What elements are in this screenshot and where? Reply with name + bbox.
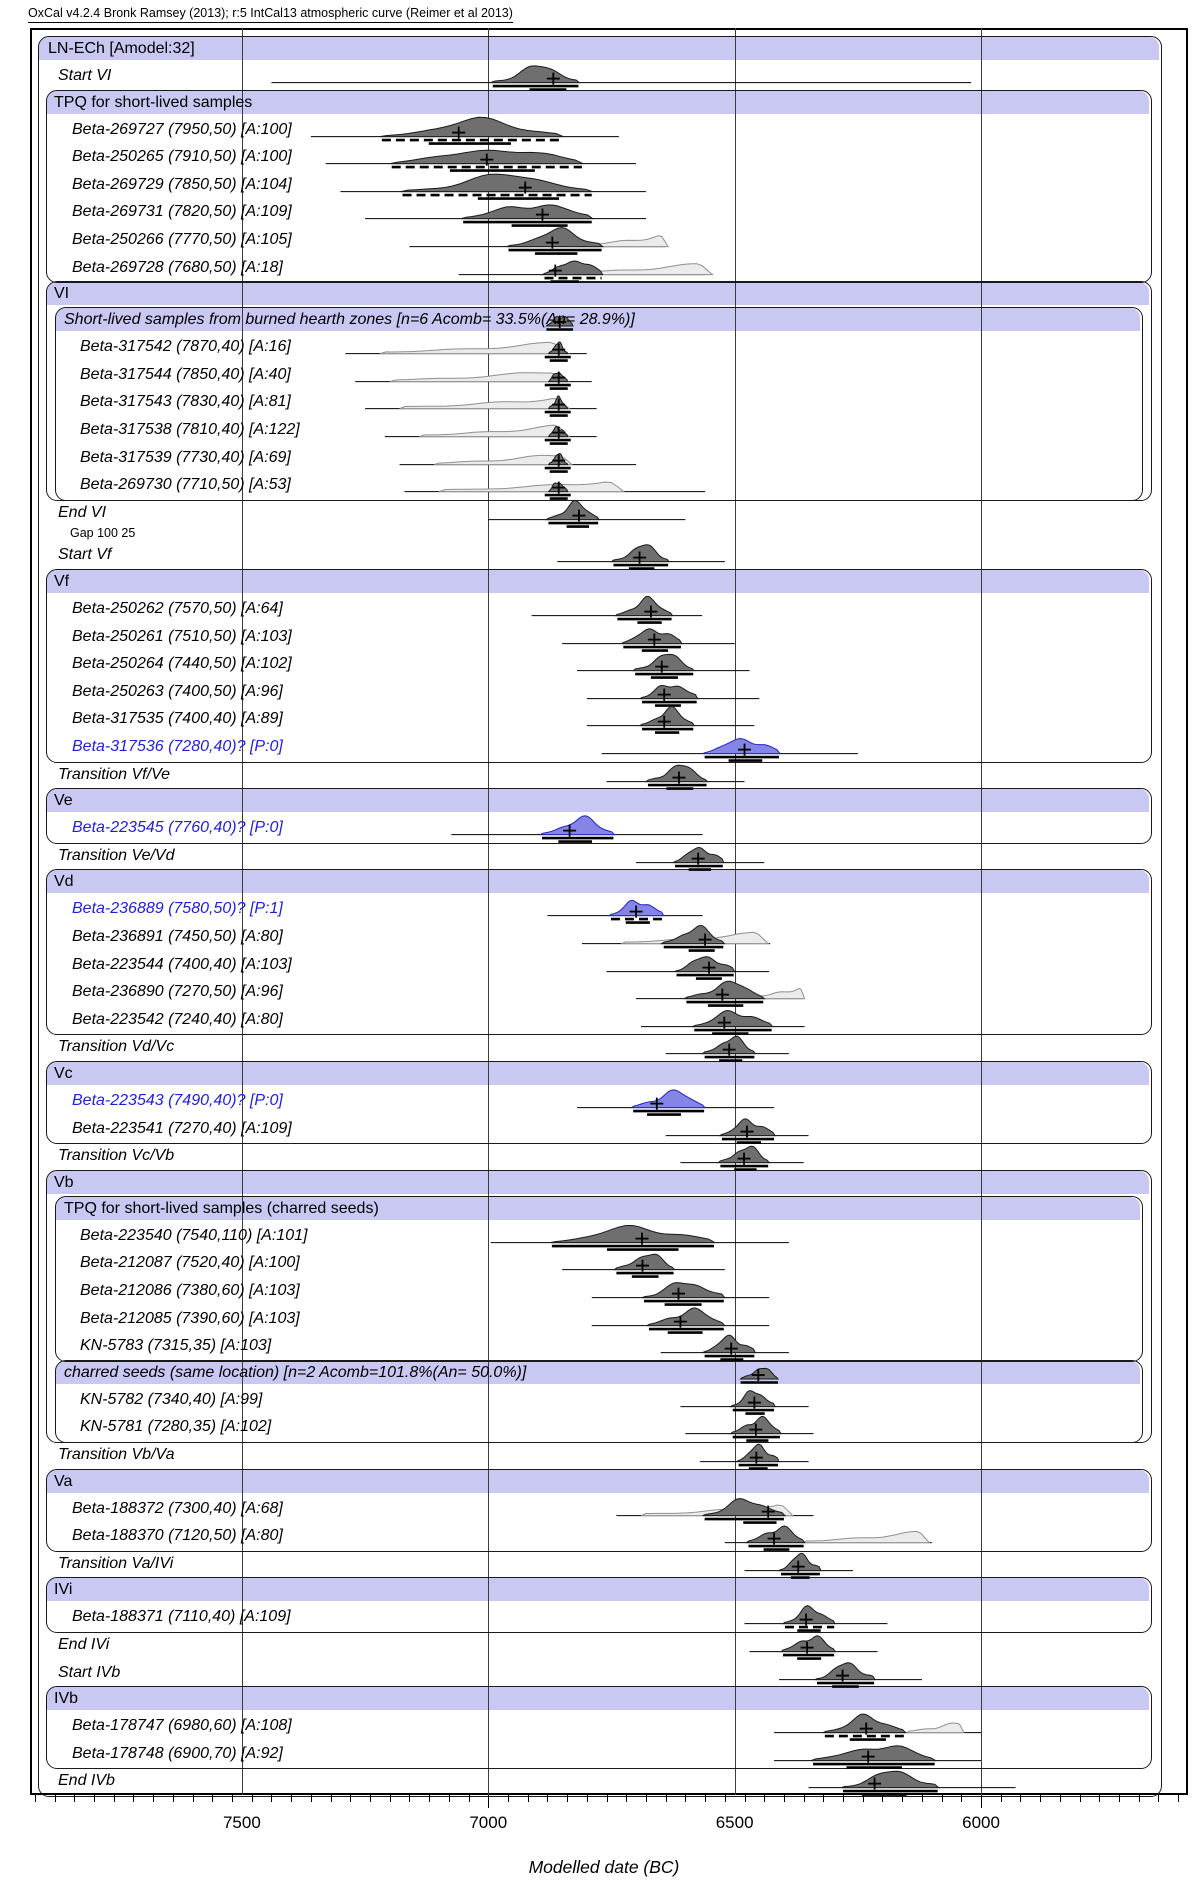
- sample-label: Beta-188370 (7120,50) [A:80]: [72, 1527, 283, 1545]
- sample-label: Beta-269729 (7850,50) [A:104]: [72, 175, 292, 193]
- sample-label: Beta-188371 (7110,40) [A:109]: [72, 1608, 291, 1626]
- section-band-label: LN-ECh [Amodel:32]: [48, 40, 195, 57]
- sample-label: Beta-317544 (7850,40) [A:40]: [80, 365, 291, 383]
- phase-boundary-label: Transition Vd/Vc: [58, 1038, 175, 1056]
- sample-label: Beta-178747 (6980,60) [A:108]: [72, 1717, 292, 1735]
- sample-label: Beta-212085 (7390,60) [A:103]: [80, 1309, 300, 1327]
- section-band-label: charred seeds (same location) [n=2 Acomb=101.8%(An= 50.0%)]: [64, 1363, 527, 1381]
- sample-label: Beta-269727 (7950,50) [A:100]: [72, 120, 292, 138]
- sample-label: Beta-212087 (7520,40) [A:100]: [80, 1254, 300, 1272]
- sample-label: Beta-223541 (7270,40) [A:109]: [72, 1119, 292, 1137]
- sample-label: Beta-317539 (7730,40) [A:69]: [80, 448, 291, 466]
- section-band-label: VI: [54, 285, 70, 303]
- section-band-label: Ve: [54, 792, 73, 810]
- phase-boundary-label: Start VI: [58, 67, 112, 84]
- sample-label: Beta-317535 (7400,40) [A:89]: [72, 710, 283, 728]
- sample-label: Beta-317538 (7810,40) [A:122]: [80, 421, 300, 438]
- sample-label: KN-5782 (7340,40) [A:99]: [80, 1390, 263, 1408]
- sample-label: Beta-269728 (7680,50) [A:18]: [72, 258, 283, 276]
- sample-label: Beta-250261 (7510,50) [A:103]: [72, 627, 292, 645]
- distribution-dark: [30, 842, 1188, 882]
- section-band-label: IVi: [54, 1581, 73, 1599]
- section-band-label: IVb: [54, 1690, 79, 1708]
- phase-boundary-label: End IVi: [58, 1636, 110, 1653]
- sample-label: Beta-317542 (7870,40) [A:16]: [80, 338, 291, 356]
- sample-label: Beta-250263 (7400,50) [A:96]: [72, 682, 283, 700]
- axis-tick-label: 7500: [222, 1813, 261, 1832]
- section-band-label: Vc: [54, 1065, 73, 1082]
- phase-boundary-label: Start Vf: [58, 546, 112, 564]
- section-band-label: Short-lived samples from burned hearth zones [n=6 Acomb= 33.5%(An= 28.9%)]: [64, 311, 635, 329]
- phase-boundary-label: Transition Ve/Vd: [58, 846, 175, 864]
- oxcal-version-header: OxCal v4.2.4 Bronk Ramsey (2013); r:5 IntCal13 atmospheric curve (Reimer et al 2013): [28, 6, 513, 23]
- sample-label: Beta-223543 (7490,40)? [P:0]: [72, 1092, 283, 1109]
- axis-tick-label: 6000: [962, 1813, 1000, 1832]
- sample-label: Beta-236891 (7450,50) [A:80]: [72, 928, 283, 945]
- phase-boundary-label: Gap 100 25: [70, 526, 136, 541]
- sample-label: Beta-188372 (7300,40) [A:68]: [72, 1499, 283, 1517]
- distribution-dark: [30, 1441, 1188, 1481]
- section-band-label: Vf: [54, 573, 70, 590]
- x-axis-title: Modelled date (BC): [528, 1857, 680, 1877]
- sample-label: Beta-269731 (7820,50) [A:109]: [72, 203, 292, 221]
- phase-boundary-label: Transition Vb/Va: [58, 1446, 175, 1463]
- sample-label: Beta-223542 (7240,40) [A:80]: [72, 1010, 283, 1028]
- sample-label: Beta-269730 (7710,50) [A:53]: [80, 476, 291, 494]
- sample-label: Beta-212086 (7380,60) [A:103]: [80, 1282, 300, 1299]
- distribution-dark: [30, 1767, 1188, 1807]
- sample-label: Beta-250265 (7910,50) [A:100]: [72, 148, 292, 166]
- phase-boundary-label: Transition Vf/Ve: [58, 765, 171, 783]
- axis-tick-label: 7000: [469, 1813, 508, 1832]
- distribution-dark: [30, 1142, 1188, 1182]
- sample-label: Beta-178748 (6900,70) [A:92]: [72, 1744, 283, 1762]
- sample-label: Beta-250266 (7770,50) [A:105]: [72, 231, 292, 248]
- phase-boundary-label: End VI: [58, 503, 107, 521]
- phase-boundary-label: Transition Va/IVi: [58, 1554, 174, 1572]
- distribution-dark: [30, 1033, 1188, 1073]
- section-band-label: Vb: [54, 1173, 74, 1191]
- sample-label: Beta-223544 (7400,40) [A:103]: [72, 955, 292, 973]
- sample-label: KN-5781 (7280,35) [A:102]: [80, 1418, 272, 1436]
- section-band-label: TPQ for short-lived samples (charred seeds): [64, 1199, 379, 1217]
- sample-label: Beta-223545 (7760,40)? [P:0]: [72, 819, 283, 837]
- section-band: [39, 37, 1159, 60]
- sample-label: Beta-236890 (7270,50) [A:96]: [72, 983, 283, 1001]
- distribution-dark: [30, 499, 1188, 539]
- section-band-label: TPQ for short-lived samples: [54, 93, 253, 111]
- distribution-dark: [30, 1550, 1188, 1590]
- sample-label: KN-5783 (7315,35) [A:103]: [80, 1337, 272, 1355]
- phase-boundary-label: Transition Vc/Vb: [58, 1147, 175, 1165]
- sample-label: Beta-317543 (7830,40) [A:81]: [80, 393, 291, 411]
- sample-label: Beta-236889 (7580,50)? [P:1]: [72, 900, 283, 918]
- section-band-label: Va: [54, 1472, 73, 1490]
- sample-label: Beta-250264 (7440,50) [A:102]: [72, 655, 292, 673]
- distribution-dark: [30, 541, 1188, 581]
- section-band-label: Vd: [54, 873, 74, 891]
- sample-label: Beta-223540 (7540,110) [A:101]: [80, 1226, 308, 1244]
- distribution-dark: [30, 761, 1188, 801]
- axis-tick-label: 6500: [715, 1813, 754, 1832]
- sample-label: Beta-317536 (7280,40)? [P:0]: [72, 738, 283, 755]
- phase-boundary-label: Start IVb: [58, 1663, 121, 1681]
- phase-boundary-label: End IVb: [58, 1772, 115, 1790]
- sample-label: Beta-250262 (7570,50) [A:64]: [72, 600, 283, 617]
- distribution-dark: [30, 1659, 1188, 1699]
